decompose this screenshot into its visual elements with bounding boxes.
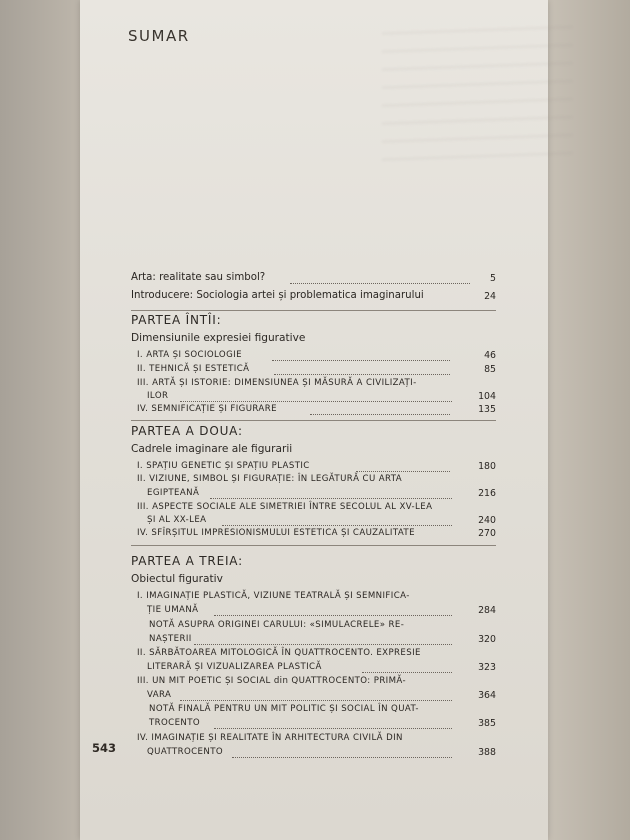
background-left xyxy=(0,0,80,840)
toc-entry-page: 385 xyxy=(478,718,496,729)
toc-entry-page: 388 xyxy=(478,747,496,758)
toc-entry-title-continuation: ILOR xyxy=(147,391,169,401)
toc-entry-title: III. UN MIT POETIC ȘI SOCIAL din QUATTROCENTO: PRIMĂ- xyxy=(137,676,407,686)
toc-entry-title: III. ARTĂ ȘI ISTORIE: DIMENSIUNEA ȘI MĂSURĂ A CIVILIZAȚI- xyxy=(137,378,417,388)
toc-entry-title: NOTĂ ASUPRA ORIGINEI CARULUI: «SIMULACRELE» RE- xyxy=(149,620,405,630)
page-heading: SUMAR xyxy=(128,27,190,45)
leader-dots xyxy=(362,672,452,673)
leader-dots xyxy=(214,615,452,616)
section-rule xyxy=(131,545,496,546)
leader-dots xyxy=(222,525,452,526)
toc-entry-title: II. VIZIUNE, SIMBOL ȘI FIGURAȚIE: ÎN LEGĂTURĂ CU ARTA xyxy=(137,474,403,484)
toc-entry-title-continuation: ȚIE UMANĂ xyxy=(147,605,199,615)
toc-entry-title: I. ARTA ȘI SOCIOLOGIE xyxy=(137,350,242,360)
leader-dots xyxy=(210,498,452,499)
part-title: PARTEA A TREIA: xyxy=(131,554,243,568)
toc-entry-page: 46 xyxy=(484,350,496,361)
toc-entry-title: II. SĂRBĂTOAREA MITOLOGICĂ ÎN QUATTROCENTO. EXPRESIE xyxy=(137,648,421,658)
show-through-text xyxy=(382,18,572,163)
section-rule xyxy=(131,420,496,421)
toc-entry-title-continuation: NAȘTERII xyxy=(149,634,192,644)
toc-entry-page: 270 xyxy=(478,528,496,539)
toc-entry-title: II. TEHNICĂ ȘI ESTETICĂ xyxy=(137,364,250,374)
toc-entry-title-continuation: LITERARĂ ȘI VIZUALIZAREA PLASTICĂ xyxy=(147,662,322,672)
toc-entry-page: 135 xyxy=(478,404,496,415)
part-subtitle: Dimensiunile expresiei figurative xyxy=(131,332,306,344)
part-subtitle: Cadrele imaginare ale figurarii xyxy=(131,443,293,455)
page-number: 543 xyxy=(92,741,117,755)
toc-entry-title: III. ASPECTE SOCIALE ALE SIMETRIEI ÎNTRE SECOLUL AL XV-LEA xyxy=(137,502,433,512)
toc-entry-title-continuation: TROCENTO xyxy=(149,718,201,728)
toc-entry-title: IV. SEMNIFICAȚIE ȘI FIGURARE xyxy=(137,404,277,414)
leader-dots xyxy=(180,700,452,701)
leader-dots xyxy=(274,374,450,375)
toc-entry-page: 85 xyxy=(484,364,496,375)
toc-entry-title: Introducere: Sociologia artei și problematica imaginarului xyxy=(131,290,424,301)
part-title: PARTEA A DOUA: xyxy=(131,424,243,438)
toc-entry-title: IV. IMAGINAȚIE ȘI REALITATE ÎN ARHITECTURA CIVILĂ DIN xyxy=(137,733,403,743)
toc-entry-page: 320 xyxy=(478,634,496,645)
toc-entry-page: 5 xyxy=(490,273,496,284)
leader-dots xyxy=(290,283,470,284)
toc-entry-title: NOTĂ FINALĂ PENTRU UN MIT POLITIC ȘI SOCIAL ÎN QUAT- xyxy=(149,704,419,714)
toc-entry-title: I. IMAGINAȚIE PLASTICĂ, VIZIUNE TEATRALĂ ȘI SEMNIFICA- xyxy=(137,591,410,601)
toc-entry-title-continuation: EGIPTEANĂ xyxy=(147,488,200,498)
leader-dots xyxy=(310,414,450,415)
toc-entry-page: 364 xyxy=(478,690,496,701)
toc-entry-title-continuation: QUATTROCENTO xyxy=(147,747,224,757)
toc-entry-page: 104 xyxy=(478,391,496,402)
leader-dots xyxy=(356,471,450,472)
part-subtitle: Obiectul figurativ xyxy=(131,573,223,585)
toc-entry-page: 180 xyxy=(478,461,496,472)
toc-entry-title-continuation: ȘI AL XX-LEA xyxy=(147,515,207,525)
leader-dots xyxy=(232,757,452,758)
toc-entry-title: I. SPAȚIU GENETIC ȘI SPAȚIU PLASTIC xyxy=(137,461,310,471)
toc-entry-page: 216 xyxy=(478,488,496,499)
leader-dots xyxy=(180,401,452,402)
toc-entry-page: 284 xyxy=(478,605,496,616)
leader-dots xyxy=(272,360,450,361)
leader-dots xyxy=(214,728,452,729)
toc-entry-title: Arta: realitate sau simbol? xyxy=(131,272,266,283)
leader-dots xyxy=(194,644,452,645)
part-title: PARTEA ÎNTÎI: xyxy=(131,313,222,327)
toc-entry-title-continuation: VARA xyxy=(147,690,172,700)
background-right xyxy=(548,0,630,840)
toc-entry-page: 240 xyxy=(478,515,496,526)
toc-entry-page: 24 xyxy=(484,291,496,302)
section-rule xyxy=(131,310,496,311)
toc-entry-page: 323 xyxy=(478,662,496,673)
toc-entry-title: IV. SFÎRȘITUL IMPRESIONISMULUI ESTETICA ȘI CAUZALITATE xyxy=(137,528,415,538)
